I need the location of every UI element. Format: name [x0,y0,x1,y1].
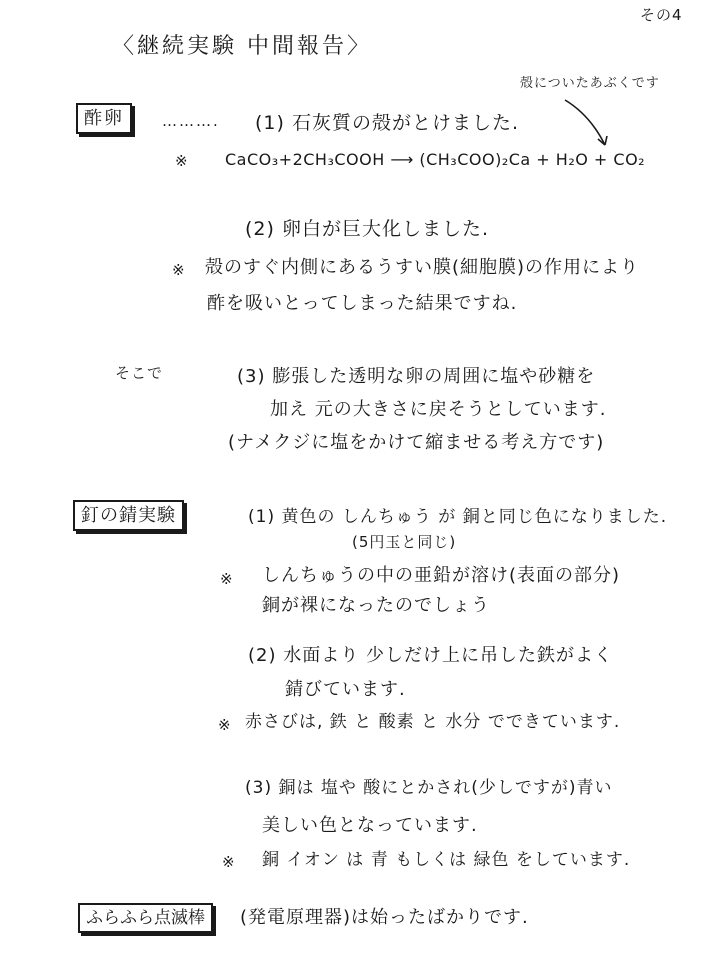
bubble-annotation: 殻についたあぶくです [520,76,660,91]
rust-note-1-line-2: 銅が裸になったのでしょう [262,595,490,616]
rust-item-3-line-2: 美しい色となっています. [262,815,478,836]
rust-item-2-line-2: 錆びています. [285,679,406,700]
furafura-text: (発電原理器)は始ったばかりです. [240,907,529,928]
leader-dots: ………. [162,112,220,130]
rust-item-3-line-1: (3) 銅は 塩や 酸にとかされ(少しですが)青い [245,778,613,798]
rust-note-2-mark: ※ [218,716,232,734]
annotation-arrow-icon [560,95,620,155]
rust-item-1-line-2: (5円玉と同じ) [352,533,457,551]
rust-item-1-line-1: (1) 黄色の しんちゅう が 銅と同じ色になりました. [248,507,668,527]
equation-mark: ※ [175,152,189,170]
page-title: 〈継続実験 中間報告〉 [112,34,372,59]
vinegar-note-line-1: 殻のすぐ内側にあるうすい膜(細胞膜)の作用により [205,257,640,278]
vinegar-item-1: (1) 石灰質の殻がとけました. [255,112,519,134]
section-label-furafura: ふらふら点滅棒 [78,903,213,933]
vinegar-item-3-line-2: 加え 元の大きさに戻そうとしています. [270,399,607,420]
vinegar-item-2: (2) 卵白が巨大化しました. [245,218,489,240]
rust-item-2-line-1: (2) 水面より 少しだけ上に吊した鉄がよく [248,645,613,666]
page-number: その4 [640,6,683,24]
rust-note-1-mark: ※ [220,570,234,588]
vinegar-item-3-line-1: (3) 膨張した透明な卵の周囲に塩や砂糖を [237,366,596,387]
soko-de-label: そこで [115,364,164,382]
chemical-equation: CaCO₃+2CH₃COOH ⟶ (CH₃COO)₂Ca + H₂O + CO₂ [225,150,646,169]
vinegar-item-3-line-3: (ナメクジに塩をかけて縮ませる考え方です) [228,432,605,453]
rust-note-3: 銅 イオン は 青 もしくは 緑色 をしています. [262,850,631,870]
rust-note-1-line-1: しんちゅうの中の亜鉛が溶け(表面の部分) [262,565,621,586]
section-label-nail-rust: 釘の錆実験 [73,500,184,531]
section-label-vinegar-egg: 酢卵 [76,103,132,134]
rust-note-2: 赤さびは, 鉄 と 酸素 と 水分 でできています. [245,712,621,732]
rust-note-3-mark: ※ [222,853,236,871]
vinegar-note-mark: ※ [172,261,186,279]
vinegar-note-line-2: 酢を吸いとってしまった結果ですね. [207,293,518,314]
